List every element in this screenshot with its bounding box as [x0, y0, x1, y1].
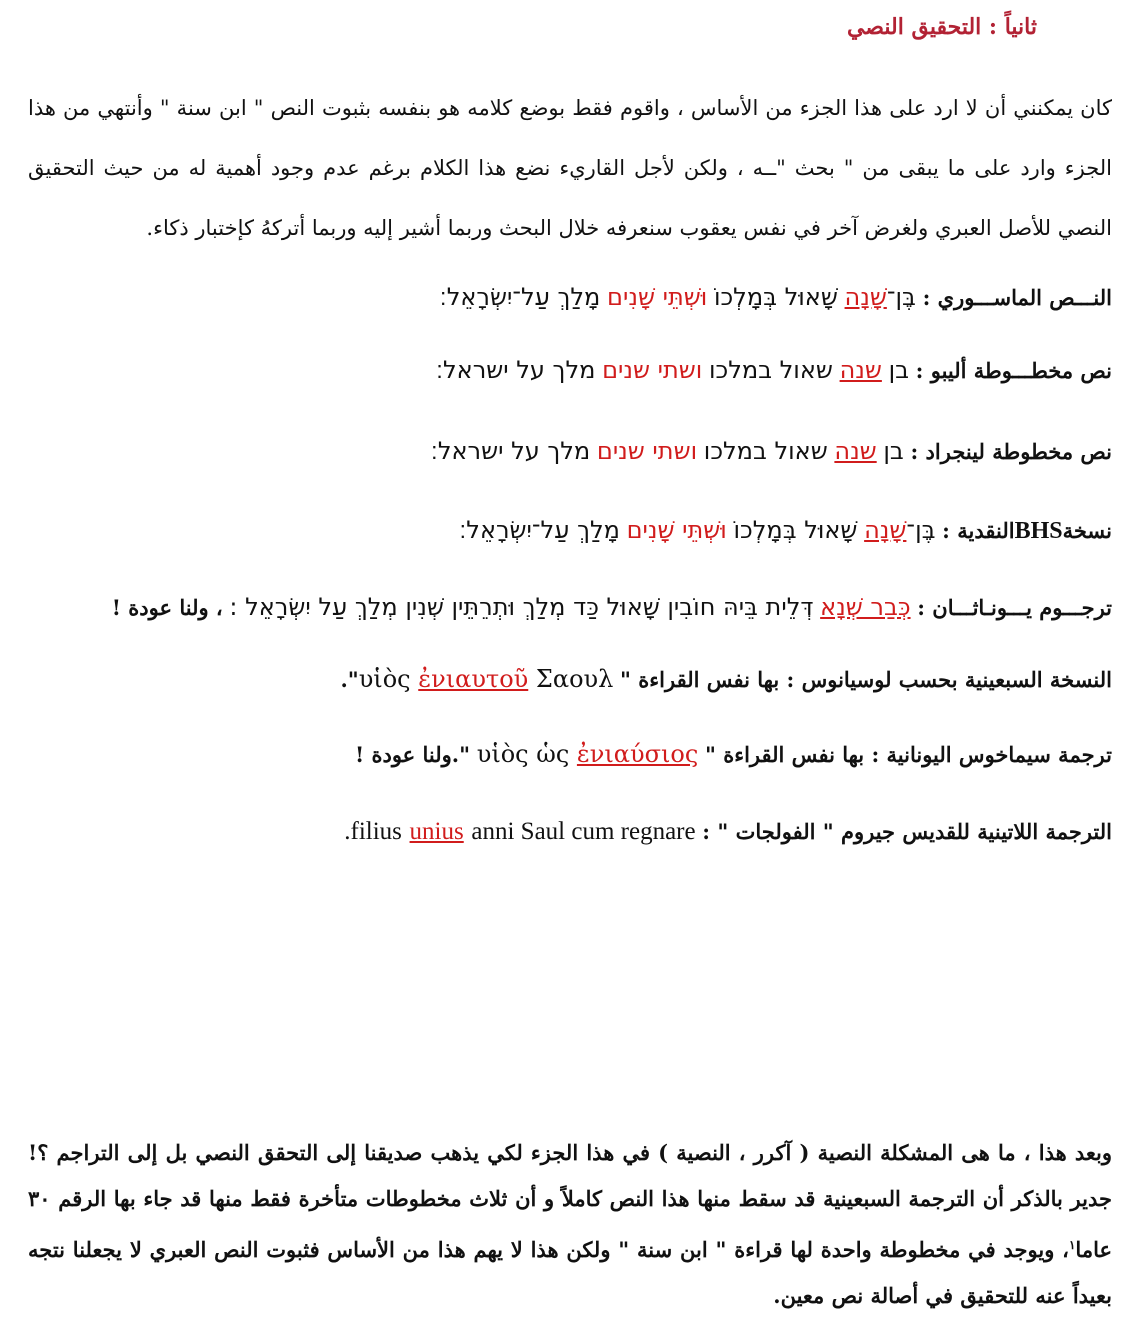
symmachus-label: ترجمة سيماخوس اليونانية : بها نفس القراءة " [704, 742, 1112, 767]
symmachus-row [355, 737, 1112, 772]
aleppo-highlight: שנה [839, 356, 882, 384]
masoretic-row [440, 280, 1112, 315]
lucian-row [340, 662, 1112, 697]
lucian-word-1: υἱὸς [358, 665, 411, 693]
vulgate-prefix: . [344, 818, 351, 845]
bhs-pre: בֶּן־ [906, 516, 936, 544]
closing-sentence-1: وبعد هذا ، ما هى المشكلة النصية ( آكرر ، النصية ) في هذا الجزء لكي يذهب صديقنا إلى التحقق النصي بل إلى التراجم ؟! [28, 1140, 1112, 1165]
symmachus-highlight: ἐνιαύσιος [576, 740, 699, 768]
aleppo-pre: בן [888, 356, 909, 384]
section-heading: ثانياً : التحقيق النصي [846, 14, 1037, 40]
bhs-label-post: النقدية : [942, 518, 1015, 543]
vulgate-latin [344, 814, 695, 849]
intro-paragraph: كان يمكنني أن لا ارد على هذا الجزء من الأساس ، واقوم فقط بوضع كلامه هو بنفسه بثبوت النص " ابن سنة " وأنتهي من هذا الجزء وارد على ما يبقى من " بحث "ــه ، ولكن لأجل القاريء نضع هذا الكلام برغم عدم وجود أهمية له من حيث التحقيق النصي للأصل العبري ولغرض آخر في نفس يعقوب سنعرفه خلال البحث وربما أشير إليه وربما أتركهُ كإختبار ذكاء. [28, 96, 1112, 240]
symmachus-end: ".ولنا عودة ! [354, 742, 471, 767]
bhs-tag: BHS [1014, 518, 1063, 544]
lucian-label: النسخة السبعينية بحسب لوسيانوس : بها نفس القراءة " [620, 667, 1112, 692]
aleppo-label: نص مخطـــوطة أليبو : [915, 358, 1112, 383]
leningrad-row [431, 434, 1112, 469]
aleppo-row [436, 353, 1112, 388]
vulgate-highlight: unius [409, 818, 464, 845]
vulgate-word-2: anni Saul cum regnare [471, 818, 696, 845]
targum-comment: ، ولنا عودة ! [111, 595, 223, 620]
masoretic-mid: שָׁאוּל בְּמָלְכוֹ [713, 283, 838, 311]
targum-highlight: כְּבַר שְׁנָא [820, 593, 911, 621]
targum-text: דְּלֵית בֵּיהּ חוֹבִין שָׁאוּל כַּד מְלַךְ וּתְרֵתֵּין שְׁנִין מְלַךְ עַל יִשְׂרָאֵל : [229, 593, 814, 621]
bhs-row [459, 513, 1112, 548]
vulgate-row [344, 814, 1112, 849]
leningrad-red: ושתי שנים [596, 437, 698, 465]
leningrad-post: מלך על ישראל׃ [430, 437, 591, 465]
aleppo-mid: שאול במלכו [708, 356, 833, 384]
targum-label: ترجـــوم يـــونـاثـــان : [917, 595, 1112, 620]
footnote-marker[interactable]: ١ [1068, 1238, 1076, 1252]
bhs-label-pre: نسخة [1062, 518, 1112, 543]
bhs-highlight: שָׁנָה [864, 516, 907, 544]
lucian-highlight: ἐνιαυτοῦ [418, 665, 529, 693]
masoretic-label: النـــص الماســـوري : [922, 285, 1112, 310]
closing-sentence-2: جدير بالذكر أن الترجمة السبعينية قد سقط منها هذا النص كاملاً و أن ثلاث مخطوطات متأخرة فقط منها قد جاء بها الرقم ٣٠ عاما [28, 1186, 1112, 1262]
masoretic-pre: בֶּן־ [886, 283, 916, 311]
aleppo-red: ושתי שנים [602, 356, 703, 384]
leningrad-label: نص مخطوطة لينجراد : [910, 439, 1112, 464]
vulgate-word-1: filius [350, 818, 402, 845]
leningrad-highlight: שנה [834, 437, 877, 465]
leningrad-pre: בן [883, 437, 904, 465]
vulgate-label: الترجمة اللاتينية للقديس جيروم " الفولجات " : [702, 819, 1112, 844]
leningrad-mid: שאול במלכו [703, 437, 828, 465]
closing-paragraph [28, 1130, 1112, 1319]
bhs-mid: שָׁאוּל בְּמָלְכוֹ [733, 516, 858, 544]
targum-row [112, 590, 1112, 625]
aleppo-post: מלך על ישראל׃ [435, 356, 596, 384]
bhs-post: מָלַךְ עַל־יִשְׂרָאֵל׃ [459, 516, 620, 544]
lucian-word-2: Σαουλ [535, 665, 614, 693]
symmachus-word-1: υἱὸς ὡς [476, 740, 570, 768]
symmachus-greek [477, 737, 699, 771]
masoretic-red: וּשְׁתֵּי שָׁנִים [607, 283, 708, 311]
lucian-end: ". [340, 667, 359, 692]
masoretic-highlight: שָׁנָה [844, 283, 887, 311]
lucian-greek [359, 662, 614, 696]
closing-sentence-3: ، ويوجد في مخطوطة واحدة لها قراءة " ابن سنة " ولكن هذا لا يهم هذا من الأساس فثبوت النص العبري لا يجعلنا نتجه بعيداً عنه للتحقيق في أصالة نص معين. [28, 1237, 1112, 1308]
masoretic-post: מָלַךְ עַל־יִשְׂרָאֵל׃ [439, 283, 601, 311]
bhs-red: וּשְׁתֵּי שָׁנִים [626, 516, 727, 544]
